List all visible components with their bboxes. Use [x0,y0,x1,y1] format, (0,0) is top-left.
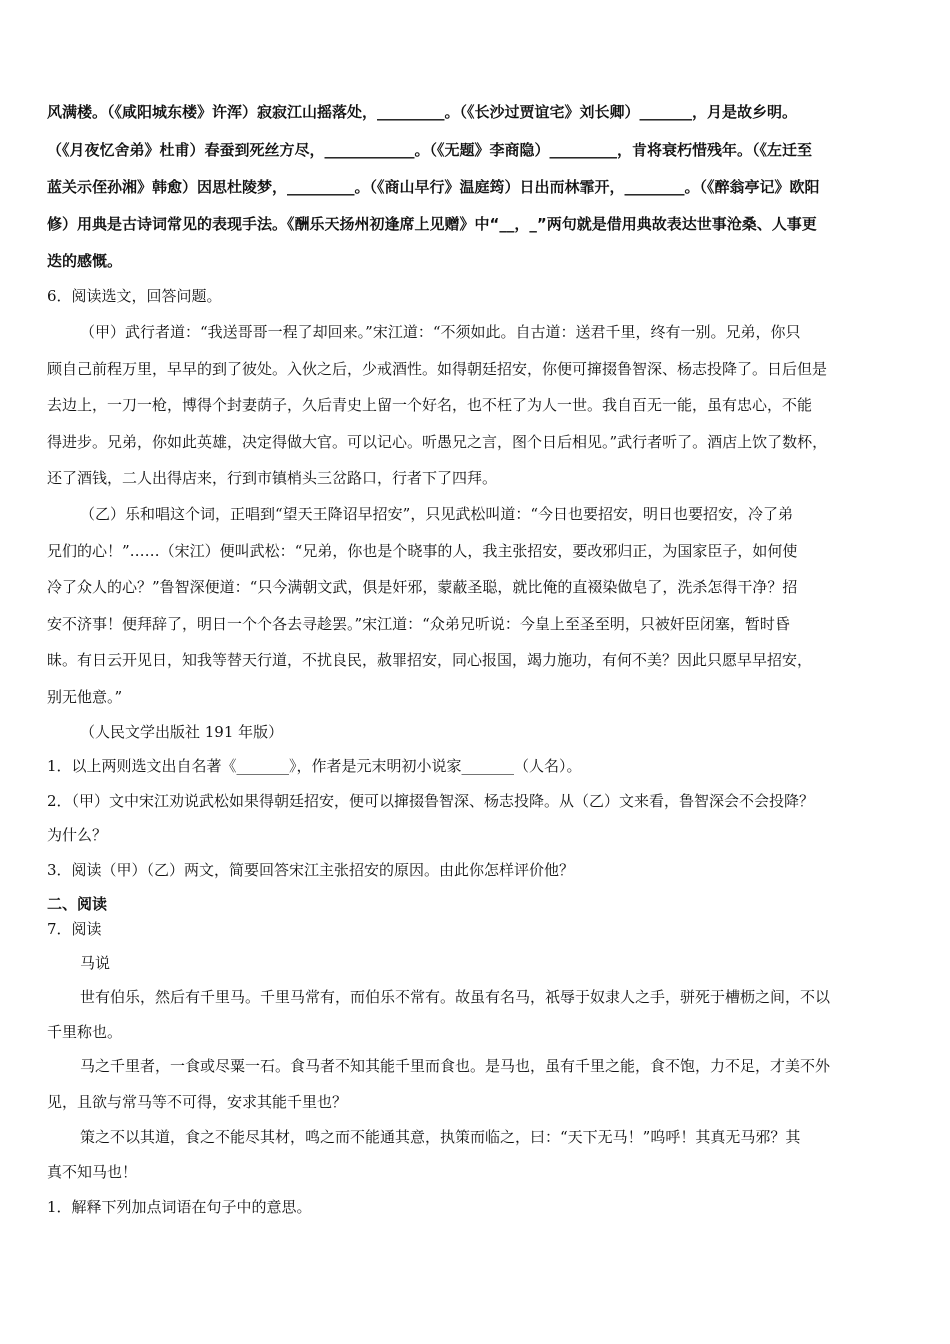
passage-b-line: 冷了众人的心？”鲁智深便道：“只今满朝文武，俱是奸邪，蒙蔽圣聪，就比俺的直裰染做皂了，洗杀怎得干净？招 [47,578,798,596]
q7-question: 1．解释下列加点词语在句子中的意思。 [47,1198,312,1216]
section-heading: 二、阅读 [47,895,108,913]
q6-question: 1．以上两则选文出自名著《_______》，作者是元末明初小说家_______（人名）。 [47,757,582,775]
essay-title: 马说 [80,954,111,972]
essay-line: 真不知马也！ [47,1163,138,1181]
essay-line: 千里称也。 [47,1023,123,1041]
essay-line: 见，且欲与常马等不可得，安求其能千里也？ [47,1093,348,1111]
q6-question: 为什么？ [47,826,108,844]
passage-b-line: 别无他意。” [47,688,123,706]
passage-a-line: （甲）武行者道：“我送哥哥一程了却回来。”宋江道：“不须如此。自古道：送君千里，终有一别。兄弟，你只 [80,323,801,341]
essay-line: 马之千里者，一食或尽粟一石。食马者不知其能千里而食也。是马也，虽有千里之能，食不饱，力不足，才美不外 [80,1057,831,1075]
q6-heading: 6．阅读选文，回答问题。 [47,287,222,305]
passage-b-line: 昧。有日云开见日，知我等替天行道，不扰良民，赦罪招安，同心报国，竭力施功，有何不美？因此只愿早早招安， [47,651,813,669]
essay-line: 策之不以其道，食之不能尽其材，鸣之而不能通其意，执策而临之，曰：“天下无马！”呜呼！其真无马邪？其 [80,1128,801,1146]
passage-b-line: （乙）乐和唱这个词，正唱到“望天王降诏早招安”，只见武松叫道：“今日也要招安，明日也要招安，冷了弟 [80,505,794,523]
q6-question: 3．阅读（甲）（乙）两文，简要回答宋江主张招安的原因。由此你怎样评价他？ [47,861,575,879]
q7-heading: 7．阅读 [47,920,102,938]
passage-a-line: 顾自己前程万里，早早的到了彼处。入伙之后，少戒酒性。如得朝廷招安，你便可撺掇鲁智深、杨志投降了。日后但是 [47,360,828,378]
q5-line: 风满楼。（《咸阳城东楼》许浑）寂寂江山摇落处，_________。（《长沙过贾谊宅》刘长卿）_______，月是故乡明。 [47,103,798,121]
passage-a-line: 去边上，一刀一枪，博得个封妻荫子，久后青史上留一个好名，也不枉了为人一世。我自百无一能，虽有忠心，不能 [47,396,813,414]
q5-line: 蓝关示侄孙湘》韩愈）因思杜陵梦，_________。（《商山早行》温庭筠）日出而林霏开，________。（《醉翁亭记》欧阳 [47,178,820,196]
passage-a-line: 还了酒钱，二人出得店来，行到市镇梢头三岔路口，行者下了四拜。 [47,469,498,487]
essay-line: 世有伯乐，然后有千里马。千里马常有，而伯乐不常有。故虽有名马，祇辱于奴隶人之手，骈死于槽枥之间，不以 [80,988,831,1006]
passage-b-line: 兄们的心！”……（宋江）便叫武松：“兄弟，你也是个晓事的人，我主张招安，要改邪归正，为国家臣子，如何使 [47,542,798,560]
passage-b-line: 安不济事！便拜辞了，明日一个个各去寻趁罢。”宋江道：“众弟兄听说：今皇上至圣至明，只被奸臣闭塞，暂时昏 [47,615,790,633]
q5-line: 迭的感慨。 [47,252,123,270]
passage-a-line: 得进步。兄弟，你如此英雄，决定得做大官。可以记心。听愚兄之言，图个日后相见。”武行者听了。酒店上饮了数杯， [47,433,828,451]
q5-line: （《月夜忆舍弟》杜甫）春蚕到死丝方尽，____________。（《无题》李商隐）_________，肯将衰朽惜残年。（《左迁至 [47,141,813,159]
q6-question: 2．（甲）文中宋江劝说武松如果得朝廷招安，便可以撺掇鲁智深、杨志投降。从（乙）文来看，鲁智深会不会投降？ [47,792,815,810]
q5-line: 修）用典是古诗词常见的表现手法。《酬乐天扬州初逢席上见赠》中“__，_”两句就是借用典故表达世事沧桑、人事更 [47,215,817,233]
source-note: （人民文学出版社 191 年版） [80,723,284,741]
